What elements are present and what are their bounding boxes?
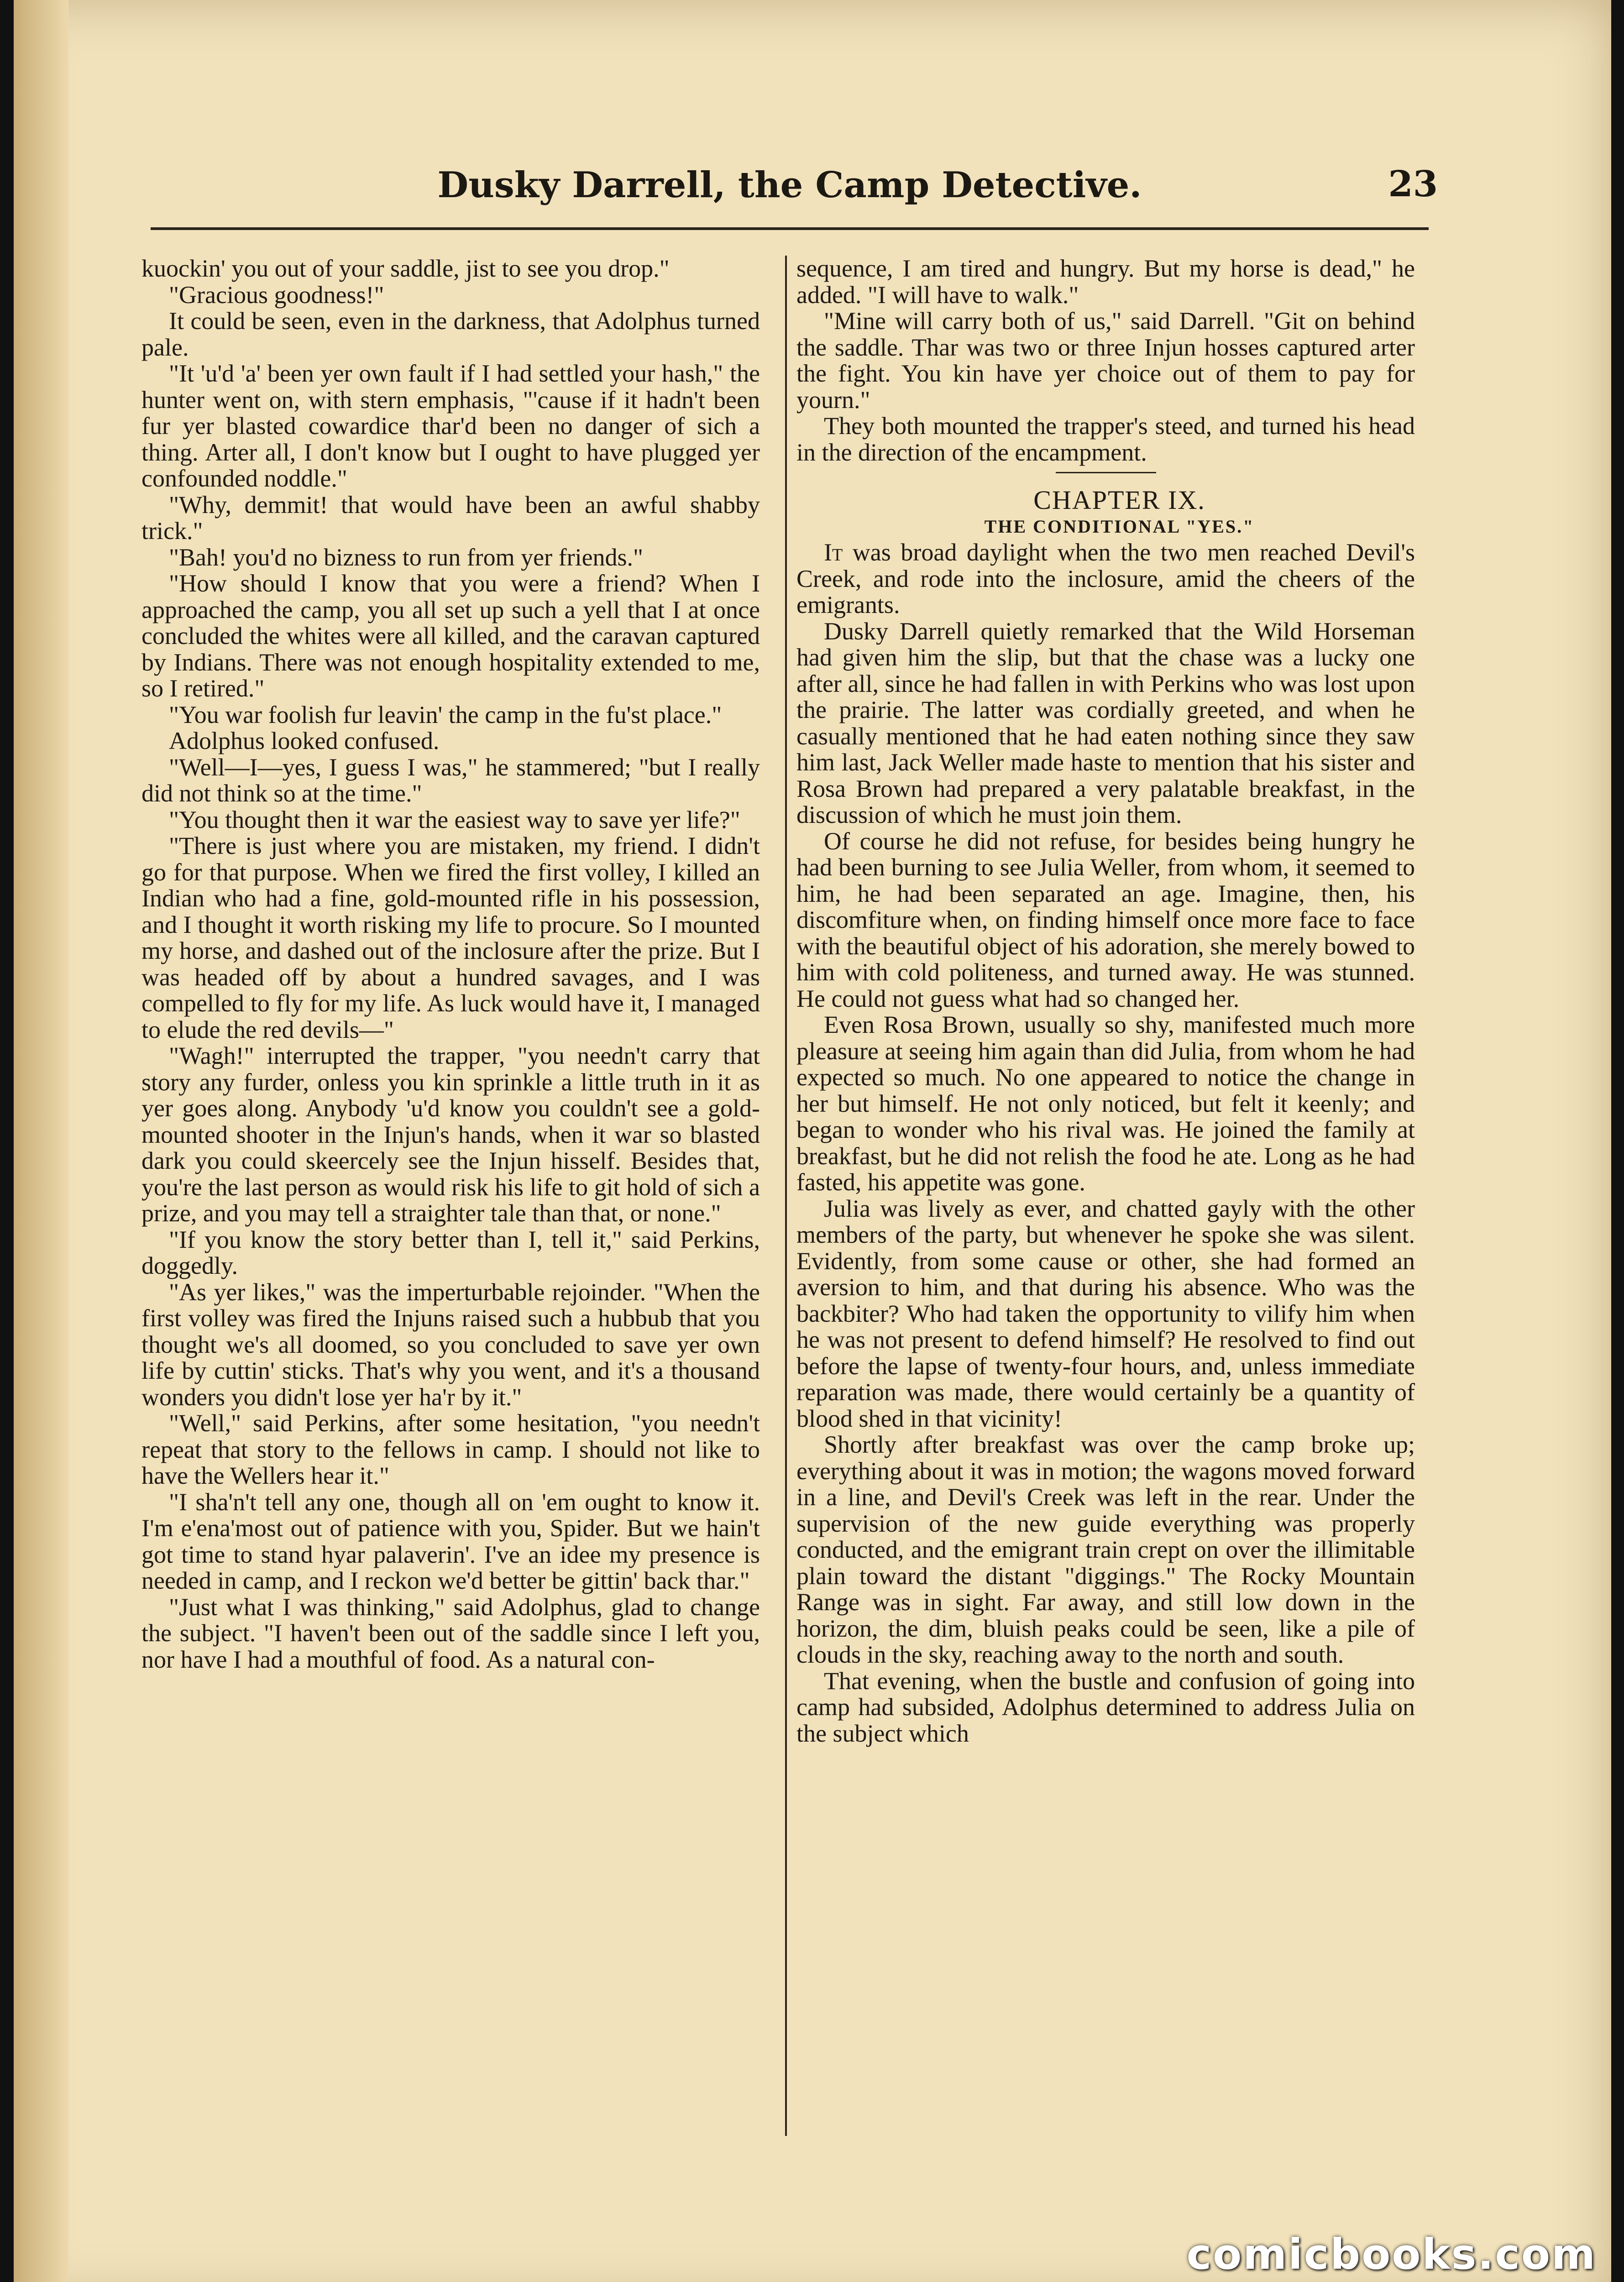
paragraph: "There is just where you are mistaken, my friend. I didn't go for that purpose. When we fired the first volley, I killed an Indian who had a fine, gold-mounted rifle in his possession, and I thought it worth risking my life to procure. So I mounted my horse, and dashed out of the inclosure after the prize. But I was headed off by about a hundred savages, and I was compelled to fly for my life. As luck would have it, I managed to elude the red devils—" xyxy=(141,832,760,1043)
paragraph: "Gracious goodness!" xyxy=(169,281,384,309)
paragraph: Julia was lively as ever, and chatted gayly with the other members of the party, but whenever he spoke she was silent. Evidently, from some cause or other, she had formed an aversion to him, and that during his absence. Who was the backbiter? Who had taken the opportunity to vilify him when he was not present to defend himself? He resolved to find out before the lapse of twenty-four hours, and, unless immediate reparation was made, there would certainly be a quantity of blood shed in that vicinity! xyxy=(796,1194,1415,1432)
paragraph: Of course he did not refuse, for besides being hungry he had been burning to see Julia Weller, from whom, it seemed to him, he had been separated an age. Imagine, then, his discomfiture when, on finding himself once more face to face with the beautiful object of his adoration, she merely bowed to him with cold politeness, and turned away. He was stunned. He could not guess what had so changed her. xyxy=(796,827,1415,1012)
paragraph: "You thought then it war the easiest way to save yer life?" xyxy=(169,806,740,833)
paragraph: kuockin' you out of your saddle, jist to see you drop." xyxy=(141,256,670,282)
paragraph: "Just what I was thinking," said Adolphus, glad to change the subject. "I haven't been out of the saddle since I left you, nor have I had a mouthful of food. As a natural con- xyxy=(141,1593,760,1673)
section-end-rule xyxy=(1056,472,1156,473)
paragraph: "Well—I—yes, I guess I was," he stammered; "but I really did not think so at the time." xyxy=(141,753,760,807)
chapter-title: CHAPTER IX. xyxy=(1033,485,1205,515)
binding-gutter xyxy=(14,0,68,2282)
paragraph: "It 'u'd 'a' been yer own fault if I had settled your hash," the hunter went on, with stern emphasis, "'cause if it hadn't been fur yer blasted cowardice thar'd been no danger of sich a thing. Arter all, I don't know but I ought to have plugged yer confounded noddle." xyxy=(141,360,760,492)
left-column xyxy=(141,256,760,2145)
paragraph: Shortly after breakfast was over the camp broke up; everything about it was in motion; the wagons moved forward in a line, and Devil's Creek was left in the rear. Under the supervision of the new guide everything was properly conducted, and the emigrant train crept on over the illimitable plain toward the distant "diggings." The Rocky Mountain Range was in sight. Far away, and still low down in the horizon, the dim, bluish peaks could be seen, like a pile of clouds in the sky, reaching away to the north and south. xyxy=(796,1431,1415,1668)
running-title: Dusky Darrell, the Camp Detective. xyxy=(437,164,1142,206)
paragraph: "Mine will carry both of us," said Darrell. "Git on behind the saddle. Thar was two or three Injun hosses captured arter the fight. You kin have yer choice out of them to pay for yourn." xyxy=(796,307,1415,413)
paragraph: Even Rosa Brown, usually so shy, manifested much more pleasure at seeing him again than did Julia, from whom he had expected so much. No one appeared to notice the change in her but himself. He not only noticed, but felt it keenly; and began to wonder who his rival was. He joined the family at breakfast, but he did not relish the food he ate. Long as he had fasted, his appetite was gone. xyxy=(796,1011,1415,1196)
paragraph: sequence, I am tired and hungry. But my horse is dead," he added. "I will have to walk." xyxy=(796,256,1415,309)
watermark: comicbooks.com xyxy=(1186,2230,1597,2279)
paragraph: "Why, demmit! that would have been an awful shabby trick." xyxy=(141,491,760,544)
header-rule xyxy=(151,227,1429,230)
paragraph: Dusky Darrell quietly remarked that the Wild Horseman had given him the slip, but that the chase was a lucky one after all, since he had fallen in with Perkins who was lost upon the prairie. The latter was cordially greeted, and when he casually mentioned that he had eaten nothing since they saw him last, Jack Weller made haste to mention that his sister and Rosa Brown had prepared a very palatable breakfast, in the discussion of which he must join them. xyxy=(796,617,1415,828)
page-header xyxy=(151,155,1438,228)
column-divider xyxy=(785,256,787,2136)
chapter-lead-word: It xyxy=(824,539,843,566)
paragraph: "How should I know that you were a friend? When I approached the camp, you all set up such a yell that I at once concluded the whites were all killed, and the caravan captured by Indians. There was not enough hospitality extended to me, so I retired." xyxy=(141,570,760,702)
paragraph: It could be seen, even in the darkness, that Adolphus turned pale. xyxy=(141,307,760,361)
paragraph: "I sha'n't tell any one, though all on 'em ought to know it. I'm e'ena'most out of patience with you, Spider. But we hain't got time to stand hyar palaverin'. I've an idee my presence is needed in camp, and I reckon we'd better be gittin' back thar." xyxy=(141,1488,760,1594)
chapter-opening-text: was broad daylight when the two men reached Devil's Creek, and rode into the inclosure, amid the cheers of the emigrants. xyxy=(796,539,1415,618)
paragraph: "You war foolish fur leavin' the camp in the fu'st place." xyxy=(169,701,722,728)
paragraph: That evening, when the bustle and confusion of going into camp had subsided, Adolphus determined to address Julia on the subject which xyxy=(796,1667,1415,1747)
paragraph: "Wagh!" interrupted the trapper, "you needn't carry that story any furder, onless you kin sprinkle a little truth in it as yer goes along. Anybody 'u'd know you couldn't see a gold-mounted shooter in the Injun's hands, when it war so blasted dark you could skeercely see the Injun hisself. Besides that, you're the last person as would risk his life to git hold of sich a prize, and you may tell a straighter tale than that, or none." xyxy=(141,1042,760,1227)
paragraph: They both mounted the trapper's steed, and turned his head in the direction of the encampment. xyxy=(796,412,1415,466)
chapter-subtitle: THE CONDITIONAL "YES." xyxy=(984,516,1255,537)
paragraph: "If you know the story better than I, tell it," said Perkins, doggedly. xyxy=(141,1225,760,1279)
right-column xyxy=(796,256,1415,2145)
paragraph: "Well," said Perkins, after some hesitation, "you needn't repeat that story to the fellows in camp. I should not like to have the Wellers hear it." xyxy=(141,1409,760,1489)
paragraph: Adolphus looked confused. xyxy=(169,727,440,754)
page-number: 23 xyxy=(1388,163,1438,205)
paragraph: "As yer likes," was the imperturbable rejoinder. "When the first volley was fired the Injuns raised such a hubbub that you thought we's all doomed, so you concluded to save yer own life by cuttin' sticks. That's why you went, and it's a thousand wonders you didn't lose yer ha'r by it." xyxy=(141,1278,760,1411)
chapter-opening-paragraph xyxy=(796,539,1415,618)
paragraph: "Bah! you'd no bizness to run from yer friends." xyxy=(169,543,644,571)
